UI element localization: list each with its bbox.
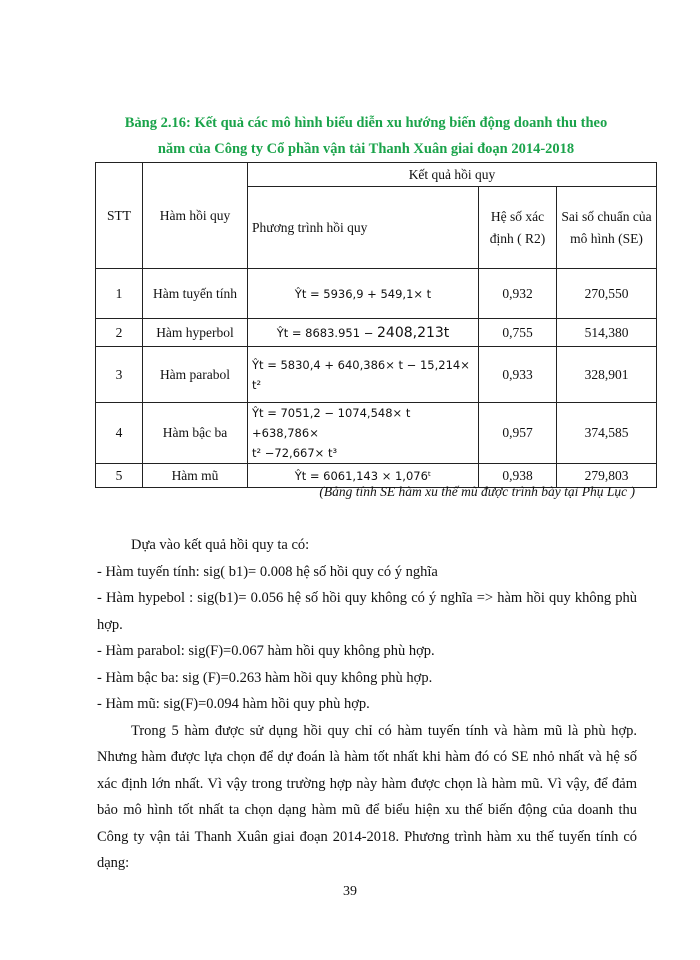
- header-ham-hoi-quy: Hàm hồi quy: [143, 163, 248, 269]
- row-equation-line-1: Ŷt = 6061,143 × 1,076ᵗ: [294, 468, 432, 483]
- row-se: 374,585: [557, 403, 657, 464]
- row-equation-line-1: Ŷt = 7051,2 − 1074,548× t +638,786×: [252, 406, 411, 440]
- row-equation: [248, 269, 479, 319]
- row-r2: 0,938: [479, 464, 557, 488]
- row-equation-line-1: Ŷt = 5936,9 + 549,1× t: [294, 286, 432, 301]
- row-equation: [248, 347, 479, 403]
- row-equation: [248, 403, 479, 464]
- row-ham: Hàm hyperbol: [143, 319, 248, 347]
- row-equation-line-1: Ŷt = 8683.951 −: [276, 325, 374, 340]
- row-r2: 0,932: [479, 269, 557, 319]
- row-stt: 1: [96, 269, 143, 319]
- row-equation: [248, 319, 479, 347]
- header-se: Sai số chuẩn của mô hình (SE): [557, 187, 657, 269]
- table-row: [96, 319, 657, 347]
- row-ham: Hàm mũ: [143, 464, 248, 488]
- row-stt: 4: [96, 403, 143, 464]
- row-ham: Hàm bậc ba: [143, 403, 248, 464]
- row-equation-line-2: t² −72,667× t³: [252, 446, 338, 460]
- table-source-note: (Bảng tính SE hàm xu thế mũ được trình bày tại Phụ Lục ): [319, 484, 635, 499]
- exponential-result: - Hàm mũ: sig(F)=0.094 hàm hồi quy phù hợp.: [97, 696, 370, 712]
- table-caption-line-1: Bảng 2.16: Kết quả các mô hình biểu diễn xu hướng biến động doanh thu theo: [124, 115, 608, 131]
- row-equation-line-2: t²: [252, 377, 262, 392]
- row-stt: 2: [96, 319, 143, 347]
- page-number: 39: [343, 884, 357, 899]
- intro-line: Dựa vào kết quả hồi quy ta có:: [131, 537, 310, 553]
- row-ham: Hàm parabol: [143, 347, 248, 403]
- parabol-result: - Hàm parabol: sig(F)=0.067 hàm hồi quy không phù hợp.: [97, 643, 435, 659]
- linear-result: - Hàm tuyến tính: sig( b1)= 0.008 hệ số hồi quy có ý nghĩa: [97, 563, 438, 580]
- row-equation-line-1: Ŷt = 5830,4 + 640,386× t − 15,214×: [252, 357, 470, 372]
- table-row: [96, 269, 657, 319]
- cubic-result: - Hàm bậc ba: sig (F)=0.263 hàm hồi quy không phù hợp.: [97, 669, 433, 686]
- row-equation-line-2: 2408,213t: [377, 324, 450, 341]
- row-stt: 3: [96, 347, 143, 403]
- hyperbol-result: - Hàm hypebol : sig(b1)= 0.056 hệ số hồi quy không có ý nghĩa => hàm hồi quy không phù hợp.: [97, 590, 637, 633]
- regression-results-table: [95, 162, 657, 488]
- analysis-text: [97, 532, 637, 877]
- header-phuong-trinh: Phương trình hồi quy: [248, 187, 479, 269]
- row-stt: 5: [96, 464, 143, 488]
- conclusion-paragraph: Trong 5 hàm được sử dụng hồi quy chỉ có hàm tuyến tính và hàm mũ là phù hợp. Nhưng hàm được lựa chọn để dự đoán là hàm tốt nhất khi hàm đó có SE nhỏ nhất và hệ số xác định lớn nhất. Vì vậy trong trường hợp này hàm được chọn là hàm mũ. Vì vậy, để đảm bảo mô hình tốt nhất ta chọn dạng hàm mũ để biểu hiện xu thế biến động của doanh thu Công ty vận tải Thanh Xuân giai đoạn 2014-2018. Phương trình hàm xu thế tuyến tính có dạng:: [97, 722, 637, 871]
- header-ket-qua-hoi-quy: Kết quả hồi quy: [248, 163, 657, 187]
- row-ham: Hàm tuyến tính: [143, 269, 248, 319]
- row-se: 328,901: [557, 347, 657, 403]
- row-se: 270,550: [557, 269, 657, 319]
- table-caption-line-2: năm của Công ty Cổ phần vận tải Thanh Xuân giai đoạn 2014-2018: [157, 141, 575, 157]
- header-stt: STT: [96, 163, 143, 269]
- row-r2: 0,933: [479, 347, 557, 403]
- table-row: [96, 347, 657, 403]
- table-row: [96, 403, 657, 464]
- row-se: 279,803: [557, 464, 657, 488]
- header-r2: Hệ số xác định ( R2): [479, 187, 557, 269]
- row-se: 514,380: [557, 319, 657, 347]
- row-r2: 0,755: [479, 319, 557, 347]
- row-r2: 0,957: [479, 403, 557, 464]
